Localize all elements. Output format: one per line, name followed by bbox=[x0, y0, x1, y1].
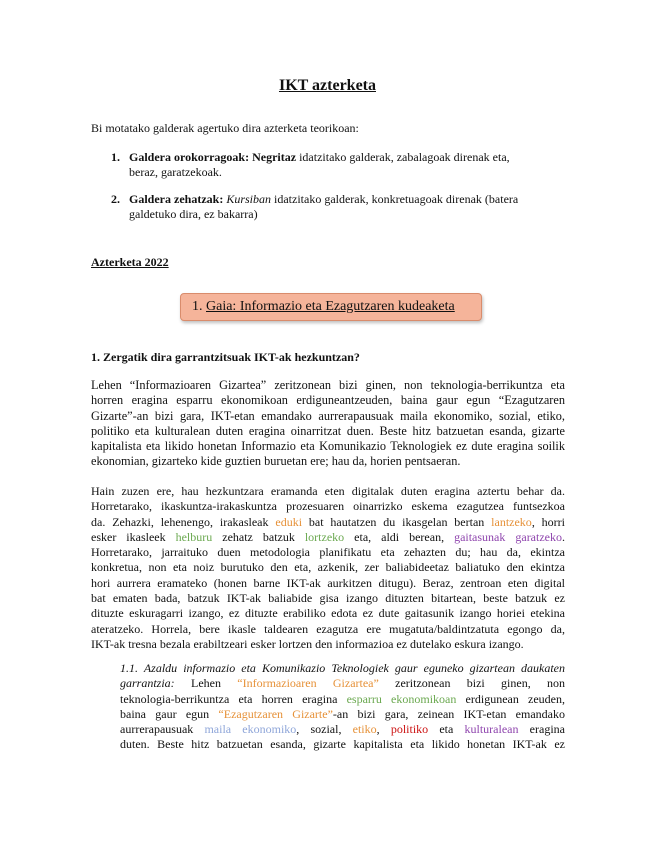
paragraph-1: Lehen “Informazioaren Gizartea” zeritzonean bizi ginen, non teknologia-berrikuntza eta horren eragina esparru ekonomikoan erdiguneantzeuden, baina gaur egun “Ezagutzaren Gizarte”-an bizi gara, IKT-etan emandako aurrerapausuak maila ekonomiko, sozial, etiko, politiko eta kulturalean duten eragina oinarritzat duen. Beste hitz batzuetan esanda, gizarte kapitalista eta likido honetan Informazio eta Komunikazio Teknologiek ez dute eragina soilik ekonomian, gizarteko kide guztien buruetan ere; hau da, horien pentsaeran. bbox=[91, 378, 565, 469]
question-heading: 1. Zergatik dira garrantzitsuak IKT-ak hezkuntzan? bbox=[91, 350, 360, 364]
page-title: IKT azterketa bbox=[278, 77, 376, 94]
topic-box bbox=[180, 293, 482, 321]
intro-text: Bi motatako galderak agertuko dira azterketa teorikoan: bbox=[91, 121, 359, 135]
section-heading: Azterketa 2022 bbox=[91, 255, 169, 269]
topic-label: Gaia: Informazio eta Ezagutzaren kudeaketa bbox=[206, 299, 455, 314]
list-text: galdetuko dira, ez bakarra) bbox=[129, 207, 258, 222]
list-text: idatzitako galderak, konkretuagoak direnak (batera bbox=[271, 192, 519, 206]
list-italic-term: Kursiban bbox=[226, 192, 271, 206]
topic-number: 1. bbox=[192, 299, 203, 314]
list-number: 1. bbox=[111, 150, 120, 164]
list-bold-label: Galdera zehatzak: bbox=[129, 192, 224, 206]
list-number: 2. bbox=[111, 192, 120, 206]
paragraph-2: Hain zuzen ere, hau hezkuntzara eramanda eten digitalak duten eragina aztertu behar da. Horretarako, ikaskuntza-irakaskuntza prozesuaren oinarrizko eskema ezagutzea funtsezkoa da. Zehazki, lehenengo, irakasleak eduki bat hautatzen du ikasgelan bertan lantzeko, horri esker ikasleek helburu zehatz batzuk lortzeko eta, aldi berean, gaitasunak garatzeko. Horretarako, jarraituko duen metodologia planifikatu eta zehazten du; hau da, ekintza konkretua, non eta noiz burutuko den eta, azkenik, zer baliabideetaz baliatuko den ekintza hori aurrera eramateko (honen barne IKT-ak aurkitzen ditugu). Beraz, zentroan eten digital bat ematen bada, batzuk IKT-ak baliabide gisa izango dituzten bitartean, beste batzuk ez dituzte eskuragarri izango, ez dituzte erabiliko edota ez dute gaitasunik izango horiei etekina ateratzeko. Horrela, bere ikasle taldearen ezagutza ere mugatuta/baldintzatuta egongo da, IKT-ak tresna bezala erabiltzeari esker lortzen den informazioa ez dutelako eskura izango. bbox=[91, 484, 566, 651]
list-bold-term: Negritaz bbox=[252, 150, 297, 164]
subquestion-1-1: 1.1. Azaldu informazio eta Komunikazio Teknologiek gaur eguneko gizartean daukaten garrantzia: Lehen “Informazioaren Gizartea” zeritzonean bizi ginen, non teknologia-berrikuntza eta horren eragina esparru ekonomikoan erdigunean zeuden, baina gaur egun “Ezagutzaren Gizarte”-an bizi gara, zeinean IKT-etan emandako aurrerapausuak maila ekonomiko, sozial, etiko, politiko eta kulturalean eragina duten. Beste hitz batzuetan esanda, gizarte kapitalista eta likido honetan IKT-ak ez bbox=[120, 661, 566, 752]
list-text: idatzitako galderak, zabalagoak direnak eta, bbox=[296, 150, 510, 164]
list-text: beraz, garatzekoak. bbox=[129, 165, 222, 180]
list-bold-label: Galdera orokorragoak: bbox=[129, 150, 250, 164]
